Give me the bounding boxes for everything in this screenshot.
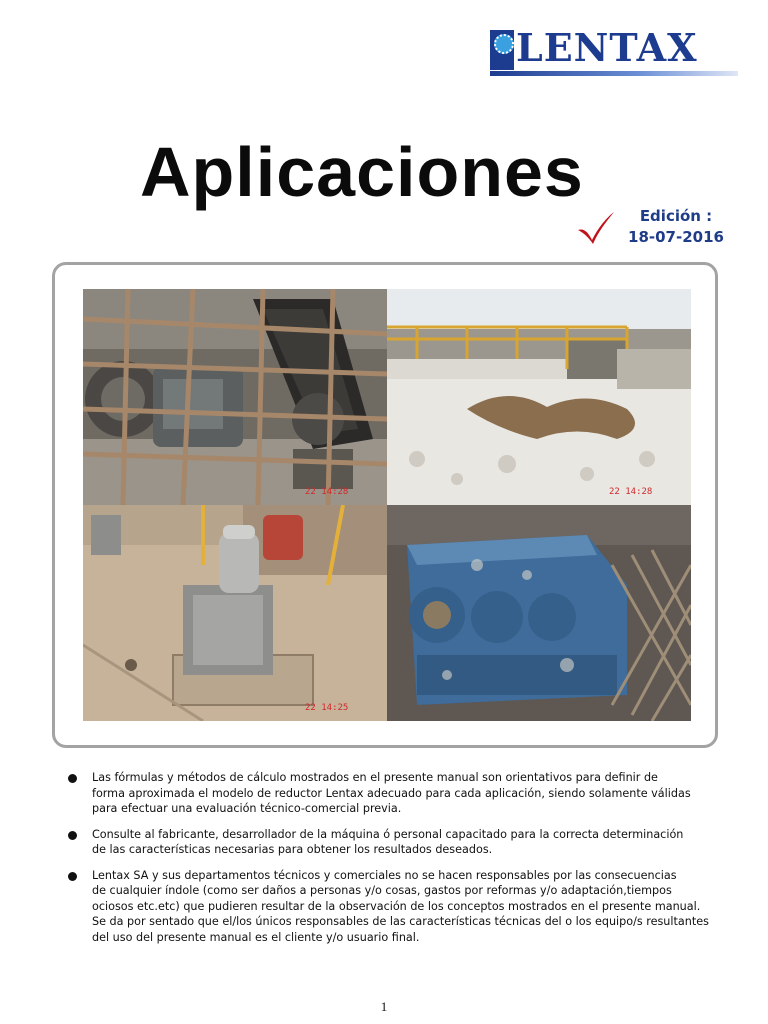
edition-info <box>626 206 726 248</box>
photo-timestamp: 22 14:28 <box>305 487 349 497</box>
photo-frame <box>52 262 718 748</box>
photo-blue-gearbox <box>387 505 691 721</box>
note-line: Lentax SA y sus departamentos técnicos y comerciales no se hacen responsables por las consecuencias <box>92 868 677 882</box>
gear-logo-icon <box>490 30 514 70</box>
lentax-logo <box>490 25 740 76</box>
note-line: ociosos etc.etc) que pudieren resultar de la observación de los conceptos mostrados en el presente manual. <box>92 899 701 913</box>
note-line: para efectuar una evaluación técnico-comercial previa. <box>92 802 402 815</box>
photo-timestamp: 22 14:28 <box>609 487 653 497</box>
edition-label: Edición : <box>639 207 713 225</box>
note-line: de cualquier índole (como ser daños a personas y/o cosas, gastos por reformas y/o adaptación,tiempos <box>92 884 672 897</box>
page-title: Aplicaciones <box>140 133 584 211</box>
bullet-icon <box>68 872 77 881</box>
note-disclaimer <box>66 868 746 946</box>
note-consult-manufacturer <box>66 827 746 858</box>
brand-name: LENTAX <box>516 25 698 70</box>
note-line: Consulte al fabricante, desarrollador de la máquina ó personal capacitado para la correcta determinación <box>92 827 684 841</box>
notes-list <box>66 770 746 955</box>
note-line: de las características necesarias para obtener los resultados deseados. <box>92 843 493 856</box>
note-line: Las fórmulas y métodos de cálculo mostrados en el presente manual son orientativos para definir de <box>92 771 658 784</box>
bullet-icon <box>68 831 77 840</box>
photo-gearbox-mesh <box>83 289 387 505</box>
note-line: Se da por sentado que el/los únicos responsables de las características técnicas del o los equipo/s resultantes <box>92 915 709 928</box>
photo-timestamp: 22 14:25 <box>305 703 349 713</box>
page-number: 1 <box>380 999 388 1014</box>
note-line: del uso del presente manual es el cliente y/o usuario final. <box>92 930 420 944</box>
logo-underline <box>490 71 738 76</box>
photo-water-basin <box>387 289 691 505</box>
checkmark-icon <box>576 210 616 246</box>
bullet-icon <box>68 774 77 783</box>
note-line: forma aproximada el modelo de reductor Lentax adecuado para cada aplicación, siendo solamente válidas <box>92 786 691 800</box>
photo-vertical-motor <box>83 505 387 721</box>
note-calculation-methods <box>66 770 746 817</box>
edition-date: 18-07-2016 <box>628 228 724 246</box>
